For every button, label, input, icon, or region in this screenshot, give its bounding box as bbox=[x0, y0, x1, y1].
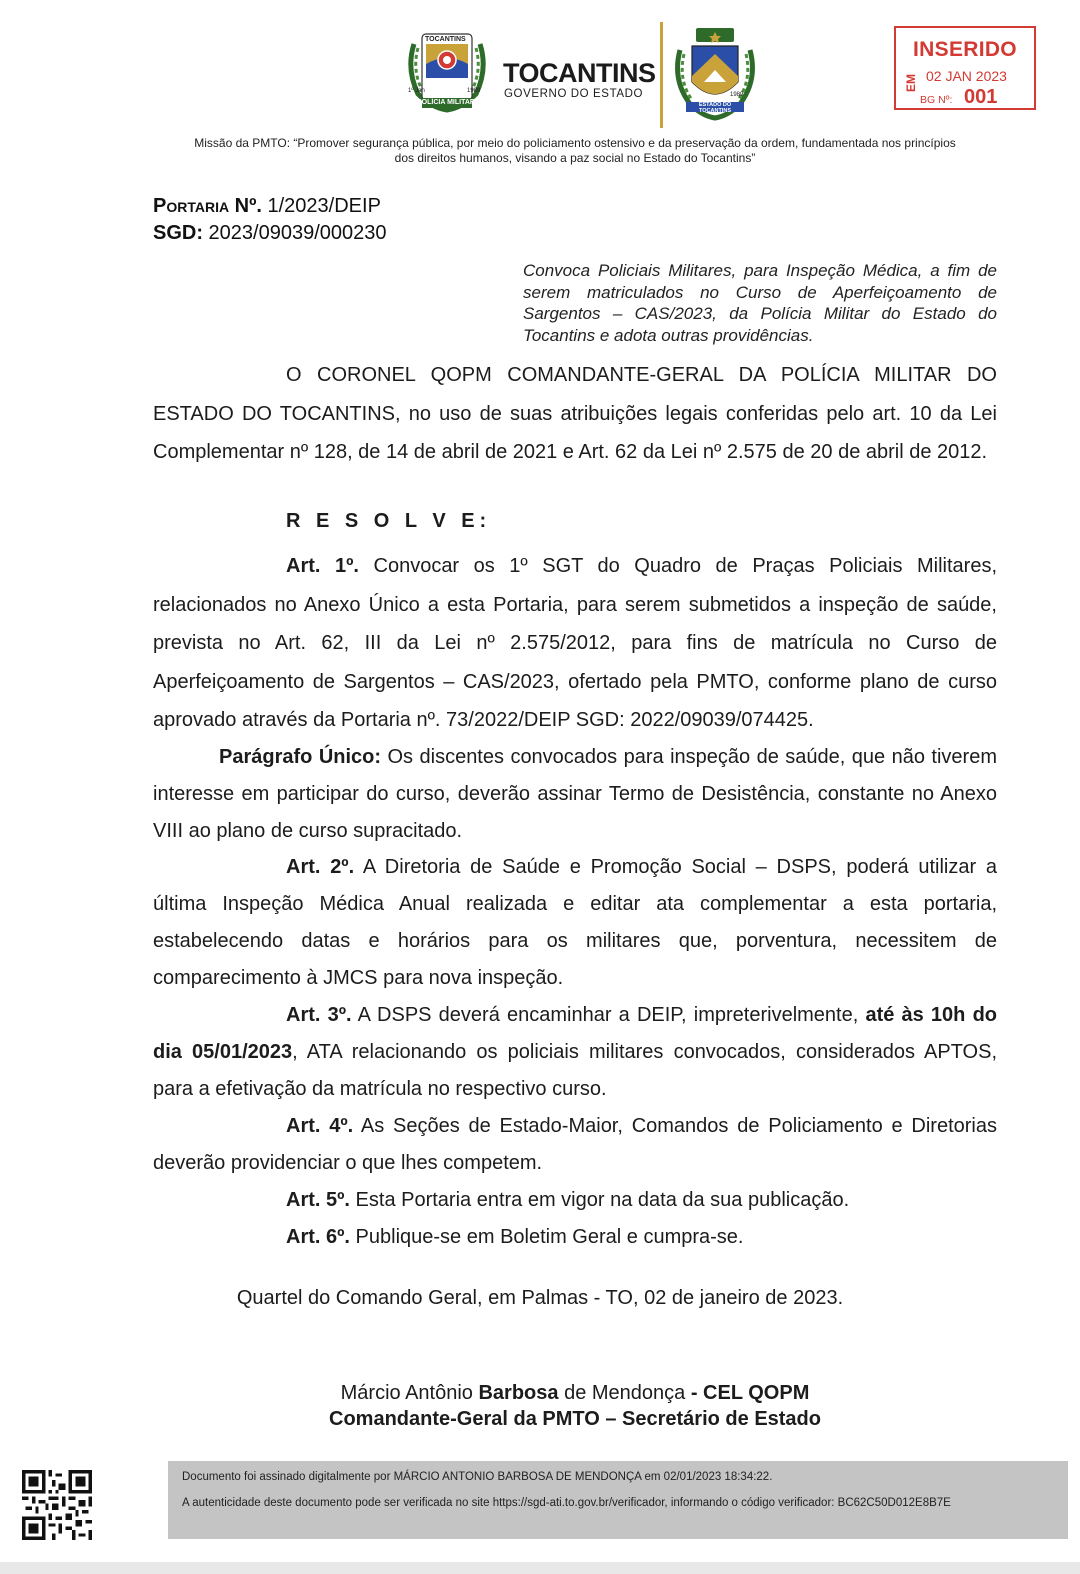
digital-signature-box bbox=[168, 1461, 1068, 1539]
signatory-name bbox=[0, 1382, 1080, 1405]
article-3-deadline: até às 10h do dia 05/01/2023 bbox=[153, 1004, 997, 1063]
sgd-number: 2023/09039/000230 bbox=[203, 222, 387, 244]
article-3 bbox=[153, 997, 997, 1108]
signatory-name-bold: Barbosa bbox=[478, 1382, 559, 1404]
brand-title: TOCANTINS bbox=[503, 58, 656, 88]
article-2 bbox=[153, 849, 997, 997]
mission-line-1: Missão da PMTO: “Promover segurança pública, por meio do policiamento ostensivo e da preservação da ordem, fundamentada nos princípios bbox=[194, 136, 956, 150]
coat-band-text: ESTADO DO TOCANTINS bbox=[698, 102, 732, 114]
portaria-header bbox=[153, 193, 387, 247]
portaria-label: Portaria Nº. bbox=[153, 195, 262, 217]
ementa: Convoca Policiais Militares, para Inspeção Médica, a fim de serem matriculados no Curso de Aperfeiçoamento de Sargentos – CAS/2023, da Polícia Militar do Estado do Tocantins e adota outras providências. bbox=[523, 261, 997, 345]
emblem-band-text: POLÍCIA MILITAR bbox=[417, 99, 475, 106]
emblem-top-text: TOCANTINS bbox=[425, 36, 466, 43]
paragrafo-label: Parágrafo Único: bbox=[219, 746, 382, 768]
paragrafo-text: Os discentes convocados para inspeção de saúde, que não tiverem interesse em participar do curso, deverão assinar Termo de Desistência, constante no Anexo VIII ao plano de curso supracitado. bbox=[153, 746, 997, 842]
emblem-year-left: 1º Jan bbox=[408, 88, 425, 94]
article-6-label: Art. 6º. bbox=[286, 1226, 350, 1248]
page-bottom-edge bbox=[0, 1562, 1080, 1574]
resolve-heading: R E S O L V E: bbox=[286, 510, 492, 532]
preamble: O CORONEL QOPM COMANDANTE-GERAL DA POLÍCIA MILITAR DO ESTADO DO TOCANTINS, no uso de suas atribuições legais conferidas pelo art. 10 da Lei Complementar nº 128, de 14 de abril de 2021 e Art. 62 da Lei nº 2.575 de 20 de abril de 2012. bbox=[153, 364, 997, 463]
mission-line-2: dos direitos humanos, visando a paz social no Estado do Tocantins” bbox=[394, 151, 756, 165]
brand-subtitle: GOVERNO DO ESTADO bbox=[504, 88, 644, 100]
stamp-title: INSERIDO bbox=[913, 38, 1017, 61]
article-4-text: As Seções de Estado-Maior, Comandos de Policiamento e Diretorias deverão providenciar o que lhes competem. bbox=[153, 1115, 997, 1174]
stamp-em: EM bbox=[904, 74, 918, 92]
article-5-text: Esta Portaria entra em vigor na data da sua publicação. bbox=[349, 1189, 850, 1211]
emblem-year-right: 1989 bbox=[467, 88, 481, 94]
article-1-label: Art. 1º. bbox=[286, 555, 359, 577]
digital-signature-line: Documento foi assinado digitalmente por MÁRCIO ANTONIO BARBOSA DE MENDONÇA em 02/01/2023 18:34:22. bbox=[182, 1471, 773, 1483]
article-4 bbox=[153, 1108, 997, 1182]
article-6 bbox=[153, 1219, 997, 1256]
stamp-bg-label: BG Nº: bbox=[920, 94, 953, 106]
article-2-text: A Diretoria de Saúde e Promoção Social – DSPS, poderá utilizar a última Inspeção Médica Anual realizada e editar ata complementar a esta portaria, estabelecendo datas e horários para os militares que, porventura, necessitem de comparecimento à JMCS para nova inspeção. bbox=[153, 856, 998, 989]
article-4-label: Art. 4º. bbox=[286, 1115, 354, 1137]
portaria-number: 1/2023/DEIP bbox=[261, 195, 381, 217]
article-6-text: Publique-se em Boletim Geral e cumpra-se. bbox=[349, 1226, 744, 1248]
signatory-rank: - CEL QOPM bbox=[685, 1382, 810, 1404]
article-1 bbox=[153, 547, 997, 740]
article-3-text-a: A DSPS deverá encaminhar a DEIP, impreterivelmente, bbox=[351, 1004, 866, 1026]
inserted-stamp bbox=[894, 26, 1036, 110]
article-2-label: Art. 2º. bbox=[286, 856, 355, 878]
brand-divider bbox=[660, 22, 663, 128]
signatory-name-a: Márcio Antônio bbox=[340, 1382, 479, 1404]
stamp-date: 02 JAN 2023 bbox=[926, 68, 1007, 84]
article-5 bbox=[153, 1182, 997, 1219]
qr-code-icon[interactable] bbox=[22, 1470, 92, 1540]
coat-year: 1989 bbox=[730, 92, 744, 98]
sgd-label: SGD: bbox=[153, 222, 203, 244]
closing-place-date: Quartel do Comando Geral, em Palmas - TO, 02 de janeiro de 2023. bbox=[236, 1287, 844, 1309]
article-5-label: Art. 5º. bbox=[286, 1189, 350, 1211]
verification-line: A autenticidade deste documento pode ser verificada no site https://sgd-ati.to.gov.br/verificador, informando o código verificador: BC62C50D012E8B7E bbox=[182, 1497, 951, 1509]
paragrafo-unico bbox=[153, 739, 997, 850]
article-3-text-b: , ATA relacionando os policiais militares convocados, considerados APTOS, para a efetivação da matrícula no respectivo curso. bbox=[153, 1041, 998, 1100]
mission-statement bbox=[150, 136, 1000, 166]
article-1-text: Convocar os 1º SGT do Quadro de Praças Policiais Militares, relacionados no Anexo Único a esta Portaria, para serem submetidos a inspeção de saúde, prevista no Art. 62, III da Lei nº 2.575/2012, para fins de matrícula no Curso de Aperfeiçoamento de Sargentos – CAS/2023, ofertado pela PMTO, conforme plano de curso aprovado através da Portaria nº. 73/2022/DEIP SGD: 2022/09039/074425. bbox=[153, 555, 998, 731]
stamp-bg-number: 001 bbox=[964, 86, 998, 108]
signatory-role: Comandante-Geral da PMTO – Secretário de Estado bbox=[329, 1408, 821, 1430]
signatory-name-b: de Mendonça bbox=[558, 1382, 686, 1404]
article-3-label: Art. 3º. bbox=[286, 1004, 352, 1026]
